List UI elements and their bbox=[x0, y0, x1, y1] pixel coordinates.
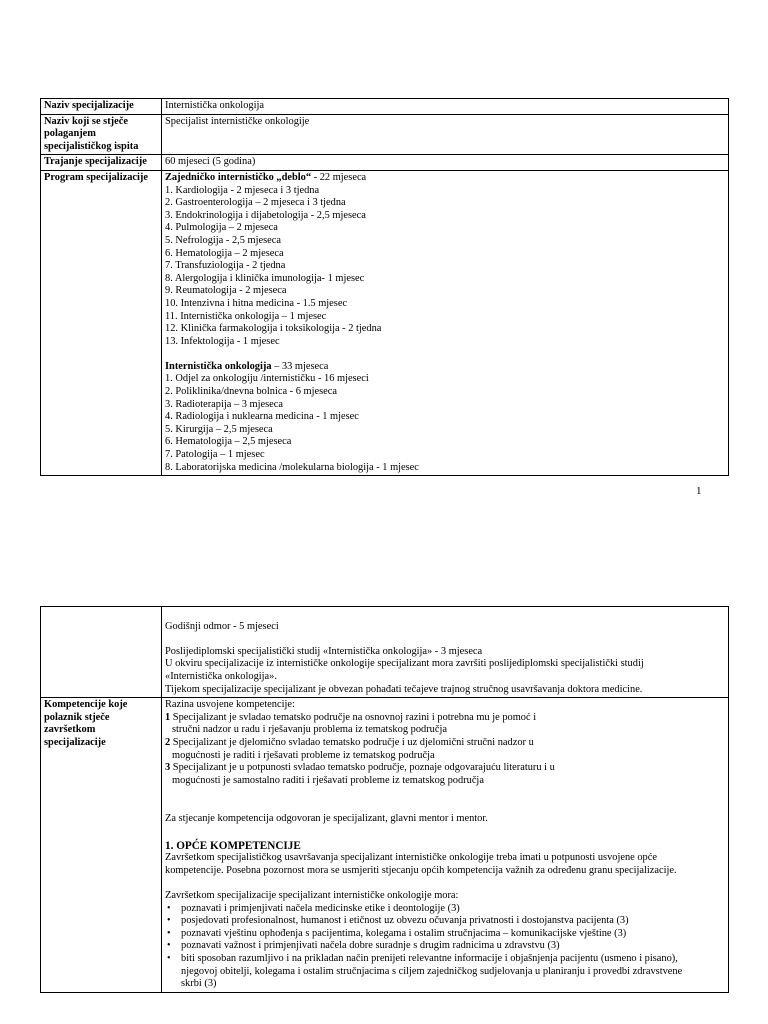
responsibility-note: Za stjecanje kompetencija odgovoran je specijalizant, glavni mentor i mentor. bbox=[165, 812, 488, 824]
page-number: 1 bbox=[696, 485, 702, 497]
level-text: Specijalizant je djelomično svladao tematsko područje i uz djelomični stručni nadzor u bbox=[170, 736, 534, 748]
list-item: • poznavati i primjenjivati načela medicinske etike i deontologije (3) bbox=[165, 903, 725, 916]
level-text: Specijalizant je svladao tematsko područje na osnovnoj razini i potrebna mu je pomoć i bbox=[170, 711, 537, 723]
list-item: 11. Internistička onkologija – 1 mjesec bbox=[165, 310, 327, 322]
row-label: Naziv specijalizacije bbox=[41, 99, 162, 115]
competency-intro: Razina usvojene kompetencije: bbox=[165, 699, 295, 711]
annual-leave: Godišnji odmor - 5 mjeseci bbox=[165, 620, 279, 632]
list-item: 2. Gastroenterologija – 2 mjeseca i 3 tjedna bbox=[165, 197, 346, 209]
list-item: • posjedovati profesionalnost, humanost i etičnost uz obvezu očuvanja privatnosti i dostojanstva pacijenta (3) bbox=[165, 915, 725, 928]
label-line: specijalizacije bbox=[44, 736, 106, 748]
row-label bbox=[41, 114, 162, 155]
section-duration: - 22 mjeseca bbox=[311, 171, 367, 183]
specialization-table bbox=[40, 98, 729, 476]
list-item: 3. Endokrinologija i dijabetologija - 2,5 mjeseca bbox=[165, 209, 366, 221]
list-item bbox=[165, 953, 725, 991]
level-number: 1 bbox=[165, 711, 171, 723]
document-page-2 bbox=[0, 512, 768, 1024]
level-text: Specijalizant je u potpunosti svladao tematsko područje, poznaje odgovarajuću literaturu i u bbox=[170, 762, 555, 774]
row-value: Internistička onkologija bbox=[162, 99, 729, 115]
competency-list bbox=[165, 903, 725, 991]
list-intro: Završetkom specijalizacije specijalizant internističke onkologije mora: bbox=[165, 890, 459, 902]
competency-level bbox=[165, 762, 725, 775]
table-row bbox=[41, 607, 729, 698]
list-item: 6. Hematologija – 2,5 mjeseca bbox=[165, 436, 292, 448]
row-label: Program specijalizacije bbox=[41, 170, 162, 475]
list-item: 3. Radioterapija – 3 mjeseca bbox=[165, 398, 284, 410]
list-item: 4. Pulmologija – 2 mjeseca bbox=[165, 222, 278, 234]
competency-level bbox=[165, 712, 725, 725]
list-item: 6. Hematologija – 2 mjeseca bbox=[165, 247, 284, 259]
table-row bbox=[41, 698, 729, 993]
courses-note: Tijekom specijalizacije specijalizant je obvezan pohađati tečajeve trajnog stručnog usavršavanja doktora medicine. bbox=[165, 683, 643, 695]
section-heading bbox=[165, 172, 725, 185]
row-label bbox=[41, 698, 162, 993]
level-text-cont: mogućnosti je samostalno raditi i rješavati probleme iz tematskog područja bbox=[172, 774, 484, 786]
row-value: Specijalist internističke onkologije bbox=[162, 114, 729, 155]
level-text-cont: stručni nadzor u radu i rješavanju problema iz tematskog područja bbox=[172, 724, 447, 736]
list-item-line: • biti sposoban razumljivo i na prikladan način prenijeti relevantne informacije i objašnjenja pacijentu (usmeno i pisano), bbox=[181, 953, 678, 965]
table-row bbox=[41, 155, 729, 171]
label-line: Naziv koji se stječe bbox=[44, 115, 128, 127]
list-item: 7. Patologija – 1 mjesec bbox=[165, 449, 265, 461]
list-item: 9. Reumatologija - 2 mjeseca bbox=[165, 285, 287, 297]
row-label: Trajanje specijalizacije bbox=[41, 155, 162, 171]
list-item: 8. Laboratorijska medicina /molekularna biologija - 1 mjesec bbox=[165, 461, 419, 473]
list-item: • poznavati važnost i primjenjivati načela dobre suradnje s drugim radnicima u zdravstvu (3) bbox=[165, 940, 725, 953]
specialization-table-continued bbox=[40, 606, 729, 993]
program-cell bbox=[162, 170, 729, 475]
list-item: 12. Klinička farmakologija i toksikologija - 2 tjedna bbox=[165, 323, 382, 335]
section-heading bbox=[165, 361, 725, 374]
continuation-cell bbox=[162, 607, 729, 698]
section-duration: – 33 mjeseca bbox=[271, 360, 329, 372]
list-item-line: skrbi (3) bbox=[181, 978, 217, 990]
level-text-cont: mogućnosti je raditi i rješavati probleme iz tematskog područja bbox=[172, 749, 435, 761]
section-title: Zajedničko internističko „deblo“ bbox=[165, 171, 312, 183]
list-item: 8. Alergologija i klinička imunologija- 1 mjesec bbox=[165, 272, 365, 284]
section-heading: 1. OPĆE KOMPETENCIJE bbox=[165, 839, 301, 852]
table-row bbox=[41, 114, 729, 155]
paragraph-line: Završetkom specijalističkog usavršavanja specijalizant internističke onkologije treba imati u potpunosti usvojene opće bbox=[165, 852, 657, 864]
list-item: 2. Poliklinika/dnevna bolnica - 6 mjeseca bbox=[165, 386, 337, 398]
postgrad-study: Poslijediplomski specijalistički studij «Internistička onkologija» - 3 mjeseca bbox=[165, 645, 483, 657]
postgrad-description: «Internistička onkologija». bbox=[165, 670, 277, 682]
competency-level bbox=[165, 737, 725, 750]
list-item: 5. Kirurgija – 2,5 mjeseca bbox=[165, 423, 273, 435]
list-item: 1. Kardiologija - 2 mjeseca i 3 tjedna bbox=[165, 184, 320, 196]
level-number: 3 bbox=[165, 762, 171, 774]
row-label-empty bbox=[41, 607, 162, 698]
list-item: 10. Intenzivna i hitna medicina - 1.5 mjesec bbox=[165, 297, 348, 309]
list-item: 4. Radiologija i nuklearna medicina - 1 mjesec bbox=[165, 411, 359, 423]
list-item: 5. Nefrologija - 2,5 mjeseca bbox=[165, 234, 281, 246]
postgrad-description: U okviru specijalizacije iz internističke onkologije specijalizant mora završiti poslijediplomski specijalistički studij bbox=[165, 658, 644, 670]
list-item-line: njegovoj obitelji, kolegama i ostalim stručnjacima s ciljem zajedničkog sudjelovanja u planiranju i provedbi zdravstvene bbox=[181, 965, 683, 977]
row-value: 60 mjeseci (5 godina) bbox=[162, 155, 729, 171]
list-item: 7. Transfuziologija - 2 tjedna bbox=[165, 260, 286, 272]
label-line: polaznik stječe bbox=[44, 711, 110, 723]
label-line: specijalističkog ispita bbox=[44, 140, 139, 152]
label-line: završetkom bbox=[44, 724, 96, 736]
table-row bbox=[41, 99, 729, 115]
competencies-cell bbox=[162, 698, 729, 993]
table-row bbox=[41, 170, 729, 475]
list-item: 1. Odjel za onkologiju /internističku - 16 mjeseci bbox=[165, 373, 369, 385]
paragraph-line: kompetencije. Posebna pozornost mora se usmjeriti stjecanju općih kompetencija važnih za određenu granu specijalizacije. bbox=[165, 864, 677, 876]
list-item: 13. Infektologija - 1 mjesec bbox=[165, 335, 280, 347]
label-line: Kompetencije koje bbox=[44, 699, 128, 711]
label-line: polaganjem bbox=[44, 128, 96, 140]
list-item: • poznavati vještinu ophođenja s pacijentima, kolegama i ostalim stručnjacima – komunikacijske vještine (3) bbox=[165, 928, 725, 941]
level-number: 2 bbox=[165, 736, 171, 748]
section-title: Internistička onkologija bbox=[165, 360, 272, 372]
